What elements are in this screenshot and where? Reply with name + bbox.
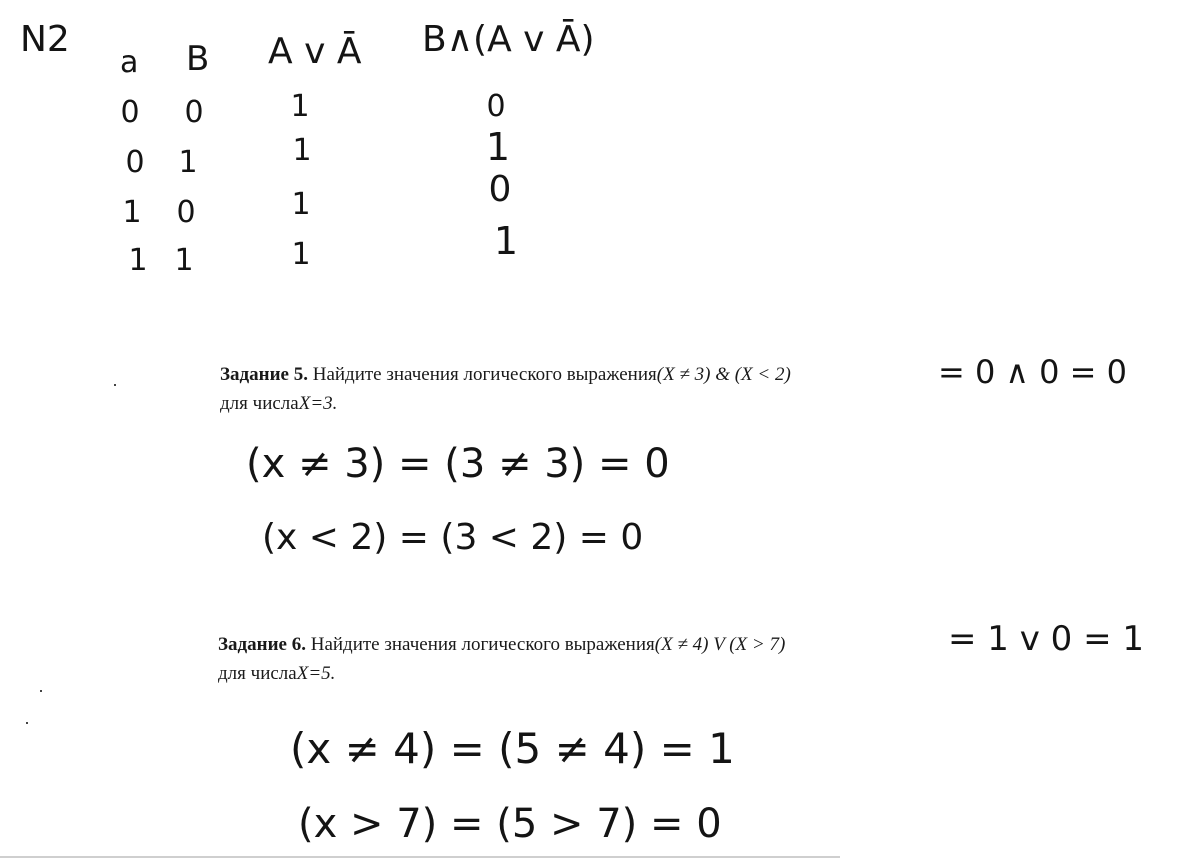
- cell-b-row3: 0: [176, 195, 196, 230]
- task5-line2-prefix: для числа: [220, 393, 299, 414]
- task5-title: Задание 5.: [220, 364, 308, 385]
- header-b-and-expr: B∧(A v Ā): [422, 19, 595, 60]
- task6-line1: [218, 635, 785, 654]
- cell-and-row3: 0: [488, 169, 512, 210]
- task6-handwritten-answer: = 1 v 0 = 1: [948, 619, 1145, 659]
- task6-step2: (x > 7) = (5 > 7) = 0: [298, 801, 722, 847]
- task5-line1: [220, 365, 791, 384]
- task5-step1: (x ≠ 3) = (3 ≠ 3) = 0: [246, 441, 670, 487]
- cell-a-row1: 0: [120, 95, 140, 130]
- cell-and-row1: 0: [486, 89, 506, 124]
- cell-and-row2: 1: [485, 125, 511, 169]
- cell-or-row2: 1: [292, 133, 312, 168]
- cell-b-row4: 1: [174, 243, 194, 278]
- task5-x-value: X=3.: [298, 393, 338, 414]
- task6-title: Задание 6.: [218, 634, 306, 655]
- page-bottom-line: [0, 856, 840, 858]
- task5-expression: (X ≠ 3) & (X < 2): [656, 364, 791, 385]
- section-number: N2: [20, 19, 70, 60]
- cell-b-row2: 1: [178, 145, 198, 180]
- header-a: a: [120, 45, 139, 80]
- header-b: B: [186, 39, 210, 79]
- task5-text: Найдите значения логического выражения: [312, 364, 657, 385]
- task6-step1: (x ≠ 4) = (5 ≠ 4) = 1: [290, 724, 735, 773]
- task6-line2-prefix: для числа: [218, 663, 297, 684]
- stray-dot: [40, 690, 42, 692]
- task6-line2: [218, 664, 335, 683]
- task6-x-value: X=5.: [296, 663, 336, 684]
- task6-text: Найдите значения логического выражения: [310, 634, 655, 655]
- cell-or-row3: 1: [291, 187, 311, 222]
- header-a-or-not-a: A v Ā: [268, 31, 362, 72]
- cell-b-row1: 0: [184, 95, 204, 130]
- cell-and-row4: 1: [493, 219, 519, 263]
- task5-handwritten-answer: = 0 ∧ 0 = 0: [938, 353, 1127, 391]
- cell-a-row3: 1: [122, 195, 142, 230]
- cell-or-row4: 1: [291, 237, 311, 272]
- stray-dot: [26, 722, 28, 724]
- stray-dot: [114, 384, 116, 386]
- task5-step2: (x < 2) = (3 < 2) = 0: [262, 517, 644, 558]
- cell-or-row1: 1: [290, 89, 310, 124]
- task5-line2: [220, 394, 337, 413]
- cell-a-row2: 0: [125, 145, 145, 180]
- cell-a-row4: 1: [128, 243, 148, 278]
- task6-expression: (X ≠ 4) V (X > 7): [654, 634, 786, 655]
